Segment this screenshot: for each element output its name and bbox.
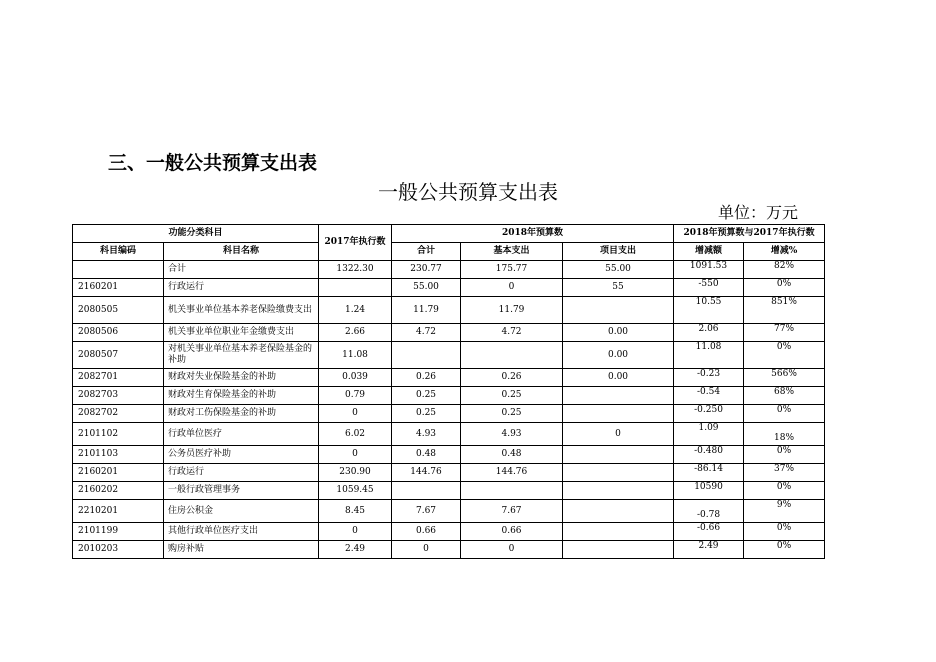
cell-project: 0.00	[563, 342, 674, 369]
cell-code	[73, 261, 164, 279]
cell-name: 对机关事业单位基本养老保险基金的补助	[164, 342, 319, 369]
cell-diff: -550	[674, 279, 744, 297]
cell-exec-2017: 0	[319, 446, 392, 464]
cell-basic: 0.66	[461, 523, 563, 541]
cell-rate-text: 18%	[774, 433, 795, 443]
cell-code: 2082702	[73, 405, 164, 423]
cell-rate: 82%	[744, 261, 825, 279]
cell-total: 144.76	[392, 464, 461, 482]
cell-name: 行政单位医疗	[164, 423, 319, 446]
cell-project	[563, 446, 674, 464]
table-row	[73, 541, 825, 559]
header-budget-2018: 2018年预算数	[392, 225, 674, 243]
cell-basic: 7.67	[461, 500, 563, 523]
cell-project	[563, 464, 674, 482]
table-row	[73, 446, 825, 464]
cell-name: 行政运行	[164, 279, 319, 297]
cell-rate: 77%	[744, 324, 825, 342]
cell-exec-2017: 2.49	[319, 541, 392, 559]
cell-code: 2101199	[73, 523, 164, 541]
cell-project	[563, 500, 674, 523]
cell-diff: 2.06	[674, 324, 744, 342]
cell-diff: -0.66	[674, 523, 744, 541]
cell-rate: 0%	[744, 482, 825, 500]
cell-basic: 0	[461, 541, 563, 559]
cell-basic: 0.26	[461, 369, 563, 387]
cell-exec-2017: 1059.45	[319, 482, 392, 500]
cell-project	[563, 482, 674, 500]
header-compare: 2018年预算数与2017年执行数	[674, 225, 825, 243]
cell-project	[563, 523, 674, 541]
cell-total: 0.25	[392, 387, 461, 405]
cell-diff: 1.09	[674, 423, 744, 446]
table-row	[73, 279, 825, 297]
cell-rate: 0%	[744, 523, 825, 541]
cell-basic	[461, 342, 563, 369]
cell-project: 0.00	[563, 369, 674, 387]
header-exec-2017: 2017年执行数	[319, 225, 392, 261]
cell-basic: 4.93	[461, 423, 563, 446]
cell-name: 机关事业单位职业年金缴费支出	[164, 324, 319, 342]
cell-project	[563, 541, 674, 559]
cell-diff: -0.480	[674, 446, 744, 464]
cell-diff: -0.54	[674, 387, 744, 405]
cell-diff: -86.14	[674, 464, 744, 482]
cell-code: 2080507	[73, 342, 164, 369]
cell-code: 2160201	[73, 464, 164, 482]
table-row	[73, 261, 825, 279]
cell-total: 0.66	[392, 523, 461, 541]
cell-diff: 10.55	[674, 297, 744, 324]
cell-code: 2101103	[73, 446, 164, 464]
cell-rate	[744, 423, 825, 446]
cell-code: 2080506	[73, 324, 164, 342]
cell-code: 2210201	[73, 500, 164, 523]
table-title: 一般公共预算支出表	[378, 180, 558, 204]
cell-diff: 2.49	[674, 541, 744, 559]
table-row	[73, 405, 825, 423]
cell-rate: 68%	[744, 387, 825, 405]
cell-exec-2017: 0.039	[319, 369, 392, 387]
cell-name: 购房补贴	[164, 541, 319, 559]
table-row	[73, 423, 825, 446]
cell-diff: -0.250	[674, 405, 744, 423]
cell-exec-2017: 0.79	[319, 387, 392, 405]
cell-total: 4.72	[392, 324, 461, 342]
cell-code: 2101102	[73, 423, 164, 446]
cell-code: 2082703	[73, 387, 164, 405]
cell-diff: 1091.53	[674, 261, 744, 279]
cell-code: 2082701	[73, 369, 164, 387]
cell-total: 230.77	[392, 261, 461, 279]
cell-name: 机关事业单位基本养老保险缴费支出	[164, 297, 319, 324]
cell-total	[392, 482, 461, 500]
cell-basic: 4.72	[461, 324, 563, 342]
cell-total: 11.79	[392, 297, 461, 324]
cell-name: 财政对失业保险基金的补助	[164, 369, 319, 387]
cell-exec-2017: 1.24	[319, 297, 392, 324]
cell-basic: 11.79	[461, 297, 563, 324]
table-row	[73, 387, 825, 405]
header-name: 科目名称	[164, 243, 319, 261]
cell-rate: 566%	[744, 369, 825, 387]
cell-basic: 0	[461, 279, 563, 297]
cell-total: 4.93	[392, 423, 461, 446]
header-project: 项目支出	[563, 243, 674, 261]
cell-name: 行政运行	[164, 464, 319, 482]
cell-diff: 10590	[674, 482, 744, 500]
cell-total: 7.67	[392, 500, 461, 523]
header-code: 科目编码	[73, 243, 164, 261]
cell-rate: 0%	[744, 405, 825, 423]
cell-project: 0	[563, 423, 674, 446]
cell-rate: 9%	[744, 500, 825, 523]
table-row	[73, 464, 825, 482]
cell-basic: 175.77	[461, 261, 563, 279]
cell-basic: 0.48	[461, 446, 563, 464]
cell-exec-2017: 2.66	[319, 324, 392, 342]
cell-project	[563, 387, 674, 405]
cell-name: 住房公积金	[164, 500, 319, 523]
table-row	[73, 324, 825, 342]
header-diff: 增减额	[674, 243, 744, 261]
cell-rate: 0%	[744, 342, 825, 369]
header-total: 合计	[392, 243, 461, 261]
table-row	[73, 369, 825, 387]
header-basic: 基本支出	[461, 243, 563, 261]
cell-exec-2017: 0	[319, 405, 392, 423]
cell-code: 2160202	[73, 482, 164, 500]
cell-basic: 0.25	[461, 405, 563, 423]
cell-basic	[461, 482, 563, 500]
cell-name: 合计	[164, 261, 319, 279]
cell-diff-text: -0.78	[696, 510, 721, 520]
cell-rate: 37%	[744, 464, 825, 482]
cell-name: 公务员医疗补助	[164, 446, 319, 464]
cell-project	[563, 405, 674, 423]
cell-basic: 144.76	[461, 464, 563, 482]
cell-exec-2017	[319, 279, 392, 297]
table-row	[73, 523, 825, 541]
header-func-class: 功能分类科目	[73, 225, 319, 243]
cell-name: 一般行政管理事务	[164, 482, 319, 500]
table-row	[73, 482, 825, 500]
cell-rate: 0%	[744, 541, 825, 559]
table-row	[73, 297, 825, 324]
cell-exec-2017: 1322.30	[319, 261, 392, 279]
cell-total	[392, 342, 461, 369]
cell-name: 财政对工伤保险基金的补助	[164, 405, 319, 423]
cell-total: 0.26	[392, 369, 461, 387]
cell-name: 财政对生育保险基金的补助	[164, 387, 319, 405]
cell-total: 55.00	[392, 279, 461, 297]
cell-project: 55.00	[563, 261, 674, 279]
cell-exec-2017: 0	[319, 523, 392, 541]
cell-diff	[674, 500, 744, 523]
cell-diff: 11.08	[674, 342, 744, 369]
cell-code: 2080505	[73, 297, 164, 324]
cell-exec-2017: 8.45	[319, 500, 392, 523]
cell-project: 55	[563, 279, 674, 297]
section-title: 三、一般公共预算支出表	[108, 152, 318, 174]
cell-rate: 851%	[744, 297, 825, 324]
table-row	[73, 500, 825, 523]
budget-table	[72, 224, 825, 559]
unit-label: 单位：万元	[717, 203, 798, 222]
cell-code: 2160201	[73, 279, 164, 297]
header-rate: 增减%	[744, 243, 825, 261]
cell-project	[563, 297, 674, 324]
cell-code: 2010203	[73, 541, 164, 559]
cell-exec-2017: 6.02	[319, 423, 392, 446]
cell-total: 0.48	[392, 446, 461, 464]
cell-name: 其他行政单位医疗支出	[164, 523, 319, 541]
cell-diff: -0.23	[674, 369, 744, 387]
table-row	[73, 342, 825, 369]
cell-basic: 0.25	[461, 387, 563, 405]
cell-total: 0	[392, 541, 461, 559]
cell-exec-2017: 11.08	[319, 342, 392, 369]
cell-exec-2017: 230.90	[319, 464, 392, 482]
cell-rate: 0%	[744, 279, 825, 297]
cell-rate: 0%	[744, 446, 825, 464]
cell-total: 0.25	[392, 405, 461, 423]
cell-project: 0.00	[563, 324, 674, 342]
